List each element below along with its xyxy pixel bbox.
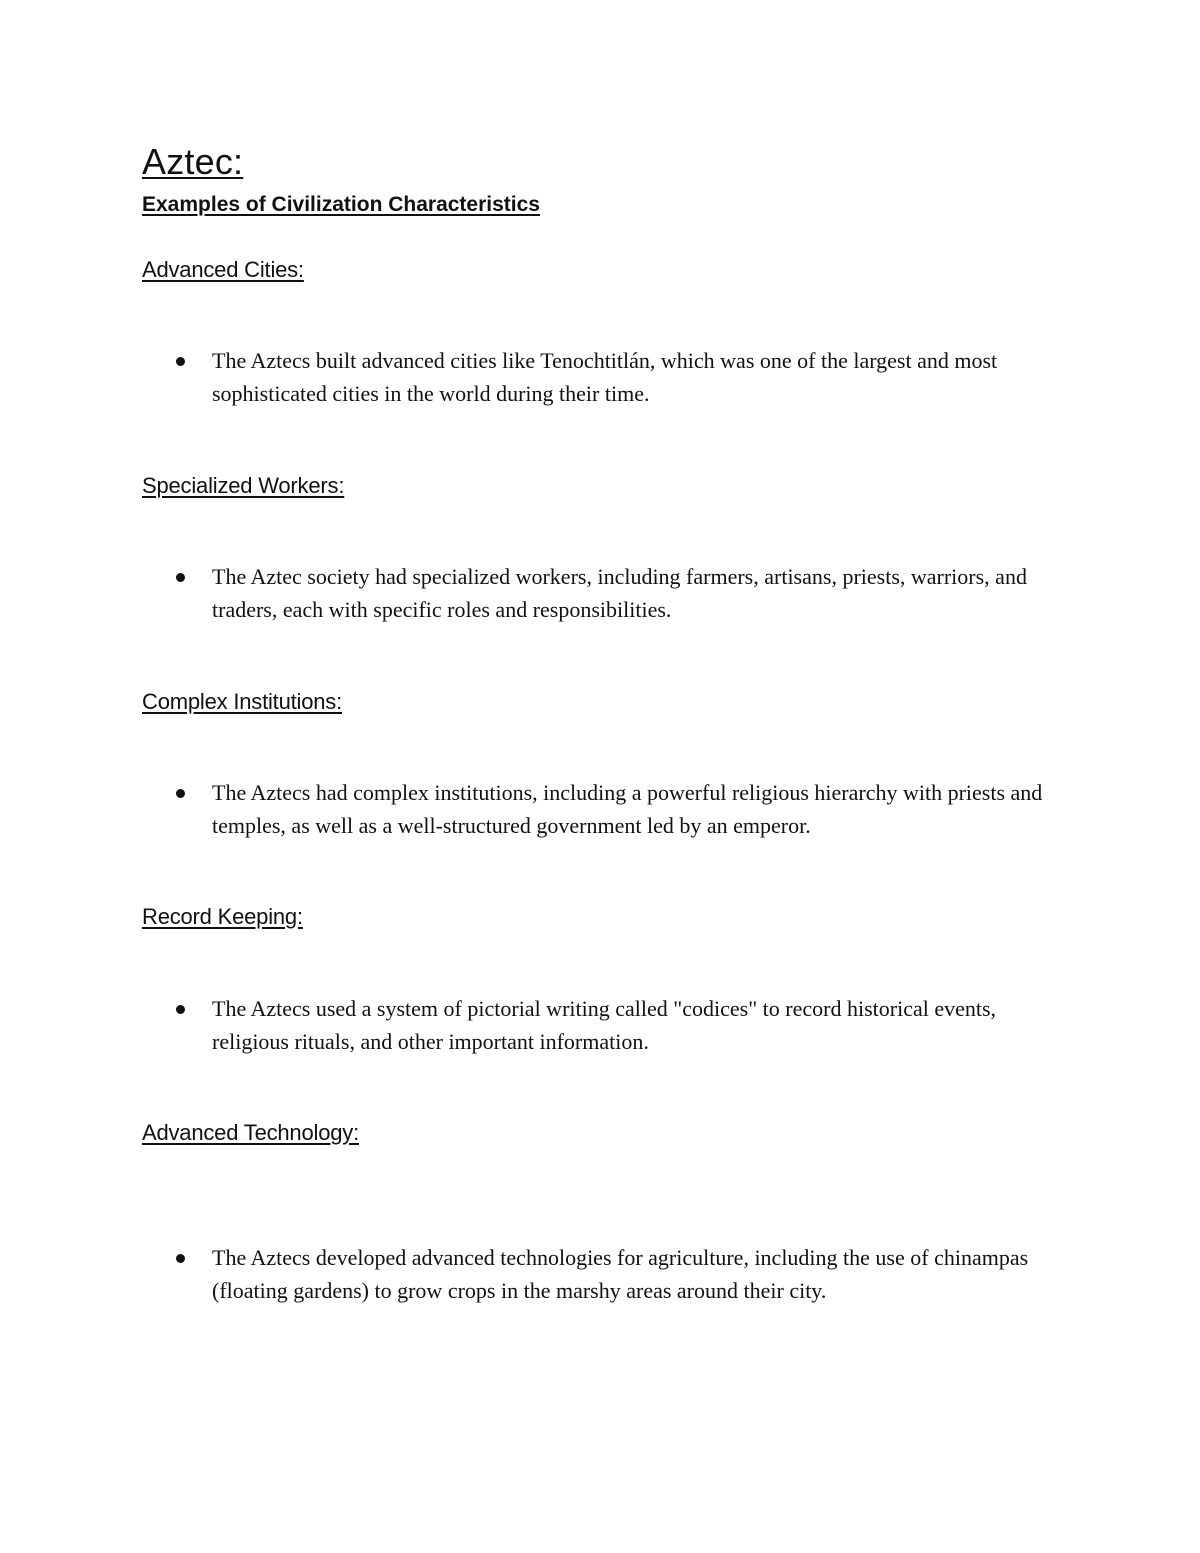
section-heading-record-keeping: Record Keeping: (142, 904, 303, 929)
bullet-text: The Aztecs used a system of pictorial writing called "codices" to record historical events, religious rituals, and other important information. (212, 996, 997, 1054)
bullet-icon (176, 1005, 185, 1014)
page-subtitle: Examples of Civilization Characteristics (142, 193, 540, 216)
bullet-item-specialized-workers (176, 560, 1056, 626)
page-title: Aztec: (142, 141, 244, 182)
section-heading-advanced-cities: Advanced Cities: (142, 257, 304, 282)
bullet-icon (176, 789, 185, 798)
bullet-icon (176, 573, 185, 582)
section-heading-advanced-technology: Advanced Technology: (142, 1120, 359, 1145)
bullet-text: The Aztec society had specialized workers, including farmers, artisans, priests, warriors, and traders, each with specific roles and responsibilities. (212, 564, 1027, 622)
section-heading-specialized-workers: Specialized Workers: (142, 473, 345, 498)
bullet-text: The Aztecs built advanced cities like Tenochtitlán, which was one of the largest and most sophisticated cities in the world during their time. (212, 348, 998, 406)
bullet-item-advanced-technology (176, 1241, 1056, 1307)
bullet-text: The Aztecs had complex institutions, including a powerful religious hierarchy with priests and temples, as well as a well-structured government led by an emperor. (212, 780, 1043, 838)
bullet-item-advanced-cities (176, 344, 1056, 410)
bullet-item-record-keeping (176, 992, 1056, 1058)
section-heading-complex-institutions: Complex Institutions: (142, 689, 342, 714)
bullet-icon (176, 1254, 185, 1263)
bullet-text: The Aztecs developed advanced technologies for agriculture, including the use of chinampas (floating gardens) to grow crops in the marshy areas around their city. (212, 1245, 1029, 1303)
bullet-item-complex-institutions (176, 776, 1056, 842)
bullet-icon (176, 357, 185, 366)
